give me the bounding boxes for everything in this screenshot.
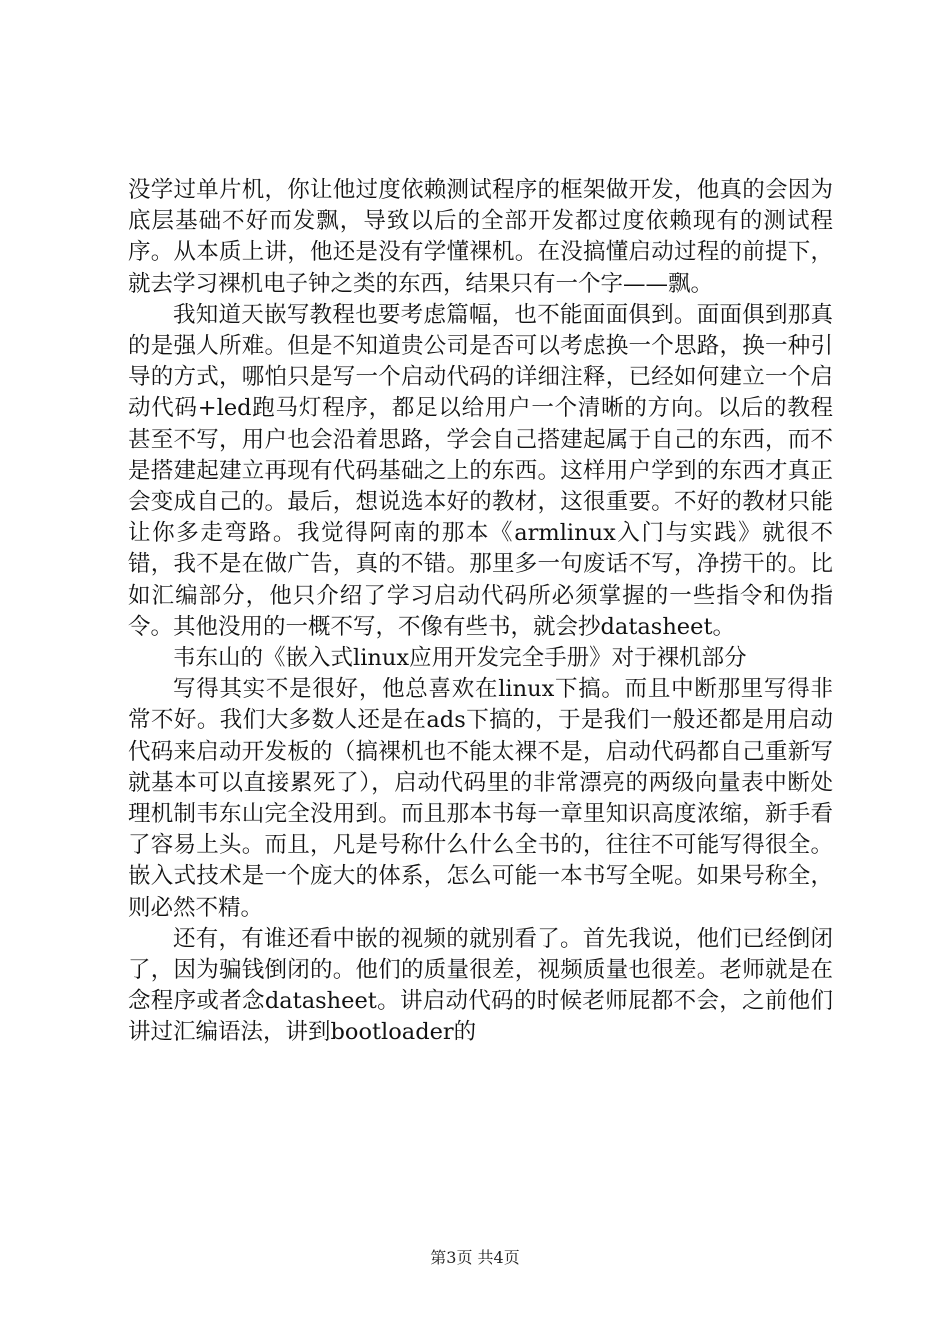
paragraph: 写得其实不是很好，他总喜欢在linux下搞。而且中断那里写得非常不好。我们大多数人还是在ads下搞的，于是我们一般还都是用启动代码来启动开发板的（搞裸机也不能太裸不是，启动代码都自己重新写就基本可以直接累死了），启动代码里的非常漂亮的两级向量表中断处理机制韦东山完全没用到。而且那本书每一章里知识高度浓缩，新手看了容易上头。而且，凡是号称什么什么全书的，往往不可能写得很全。嵌入式技术是一个庞大的体系，怎么可能一本书写全呢。如果号称全，则必然不精。 [128, 676, 833, 921]
body-text [128, 175, 833, 1049]
paragraph: 我知道天嵌写教程也要考虑篇幅，也不能面面俱到。面面俱到那真的是强人所难。但是不知道贵公司是否可以考虑换一个思路，换一种引导的方式，哪怕只是写一个启动代码的详细注释，已经如何建立一个启动代码+led跑马灯程序，都足以给用户一个清晰的方向。以后的教程甚至不写，用户也会沿着思路，学会自己搭建起属于自己的东西，而不是搭建起建立再现有代码基础之上的东西。这样用户学到的东西才真正会变成自己的。最后，想说选本好的教材，这很重要。不好的教材只能让你多走弯路。我觉得阿南的那本《armlinux入门与实践》就很不错，我不是在做广告，真的不错。那里多一句废话不写，净捞干的。比如汇编部分，他只介绍了学习启动代码所必须掌握的一些指令和伪指令。其他没用的一概不写，不像有些书，就会抄datasheet。 [128, 301, 833, 640]
page-number-footer: 第3页 共4页 [430, 1248, 520, 1267]
paragraph: 韦东山的《嵌入式linux应用开发完全手册》对于裸机部分 [173, 645, 747, 672]
paragraph: 还有，有谁还看中嵌的视频的就别看了。首先我说，他们已经倒闭了，因为骗钱倒闭的。他们的质量很差，视频质量也很差。老师就是在念程序或者念datasheet。讲启动代码的时候老师屁都不会，之前他们讲过汇编语法，讲到bootloader的 [128, 925, 833, 1046]
paragraph-continued: 没学过单片机，你让他过度依赖测试程序的框架做开发，他真的会因为底层基础不好而发飘，导致以后的全部开发都过度依赖现有的测试程序。从本质上讲，他还是没有学懂裸机。在没搞懂启动过程的前提下，就去学习裸机电子钟之类的东西，结果只有一个字——飘。 [128, 177, 833, 297]
